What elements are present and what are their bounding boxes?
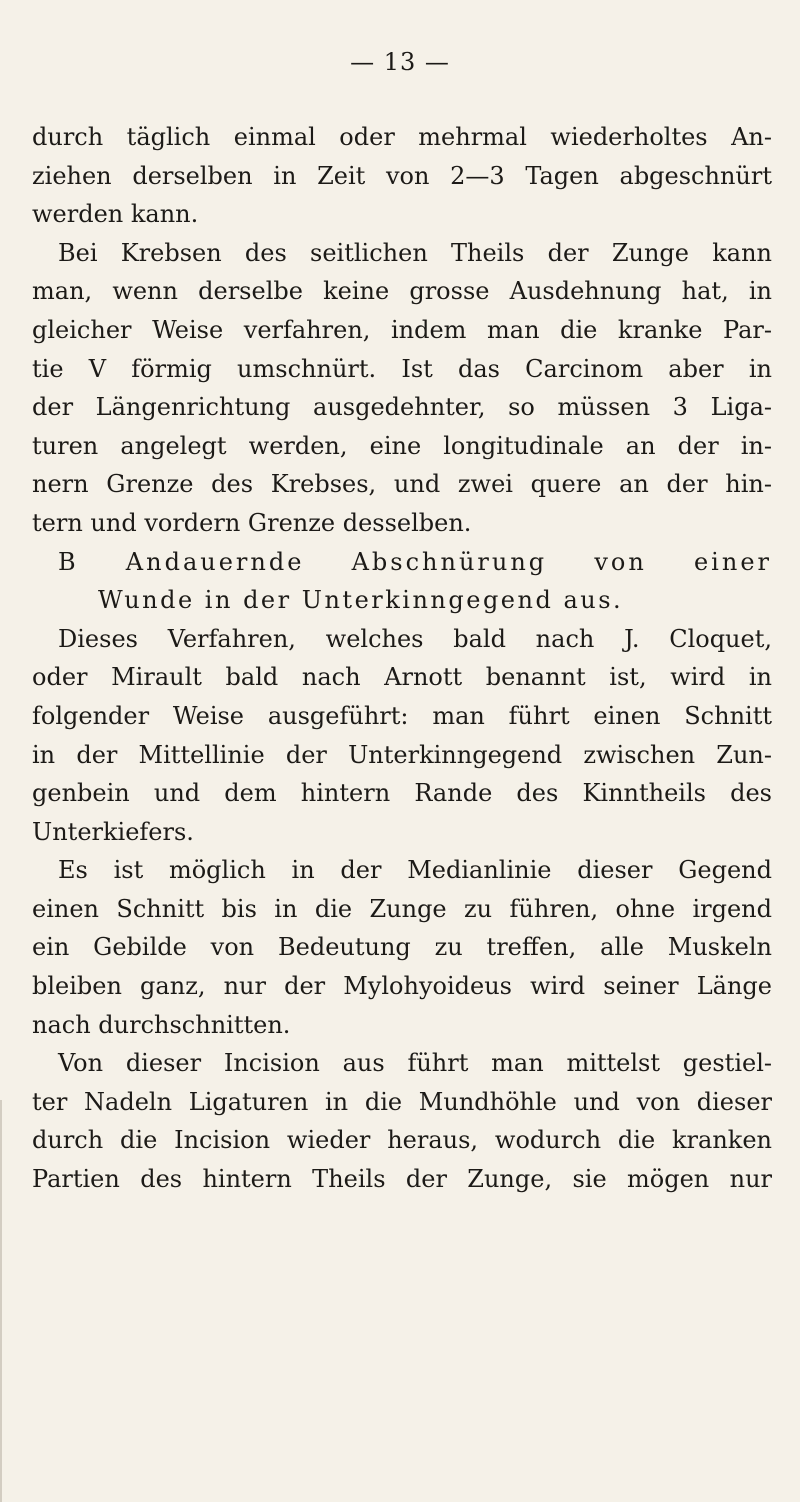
section-heading: B Andauernde Abschnürung von einer (58, 547, 772, 576)
text-line: man, wenn derselbe keine grosse Ausdehnung hat, in (32, 277, 772, 306)
text-line: folgender Weise ausgeführt: man führt einen Schnitt (32, 701, 772, 730)
text-line: durch die Incision wieder heraus, wodurch die kranken (32, 1126, 772, 1155)
page-edge-shadow (0, 1100, 2, 1502)
text-line: turen angelegt werden, eine longitudinale an der in- (32, 431, 772, 460)
text-line: oder Mirault bald nach Arnott benannt ist, wird in (32, 663, 772, 692)
text-line: ein Gebilde von Bedeutung zu treffen, alle Muskeln (32, 933, 772, 962)
text-line: tie V förmig umschnürt. Ist das Carcinom aber in (32, 354, 772, 383)
text-line: tern und vordern Grenze desselben. (32, 508, 472, 537)
text-line: ziehen derselben in Zeit von 2—3 Tagen abgeschnürt (32, 161, 772, 190)
text-line: Unterkiefers. (32, 817, 194, 846)
text-line: werden kann. (32, 200, 199, 229)
text-line: bleiben ganz, nur der Mylohyoideus wird seiner Länge (32, 972, 772, 1001)
text-line: Von dieser Incision aus führt man mittelst gestiel- (58, 1049, 772, 1078)
text-line: genbein und dem hintern Rande des Kinntheils des (32, 779, 772, 808)
text-line: nach durchschnitten. (32, 1010, 291, 1039)
text-line: ter Nadeln Ligaturen in die Mundhöhle und von dieser (32, 1087, 772, 1116)
section-heading: Wunde in der Unterkinngegend aus. (98, 586, 624, 615)
text-line: gleicher Weise verfahren, indem man die kranke Par- (32, 315, 772, 344)
body-text (32, 118, 772, 1199)
text-line: der Längenrichtung ausgedehnter, so müssen 3 Liga- (32, 393, 772, 422)
text-line: Bei Krebsen des seitlichen Theils der Zunge kann (58, 238, 772, 267)
text-line: einen Schnitt bis in die Zunge zu führen, ohne irgend (32, 894, 772, 923)
text-line: Partien des hintern Theils der Zunge, sie mögen nur (32, 1165, 772, 1194)
text-line: durch täglich einmal oder mehrmal wiederholtes An- (32, 123, 772, 151)
text-line: Es ist möglich in der Medianlinie dieser Gegend (58, 856, 772, 885)
text-line: in der Mittellinie der Unterkinngegend zwischen Zun- (32, 740, 772, 769)
text-line: nern Grenze des Krebses, und zwei quere an der hin- (32, 470, 772, 499)
page-number: — 13 — (350, 48, 450, 76)
text-line: Dieses Verfahren, welches bald nach J. Cloquet, (58, 624, 772, 653)
